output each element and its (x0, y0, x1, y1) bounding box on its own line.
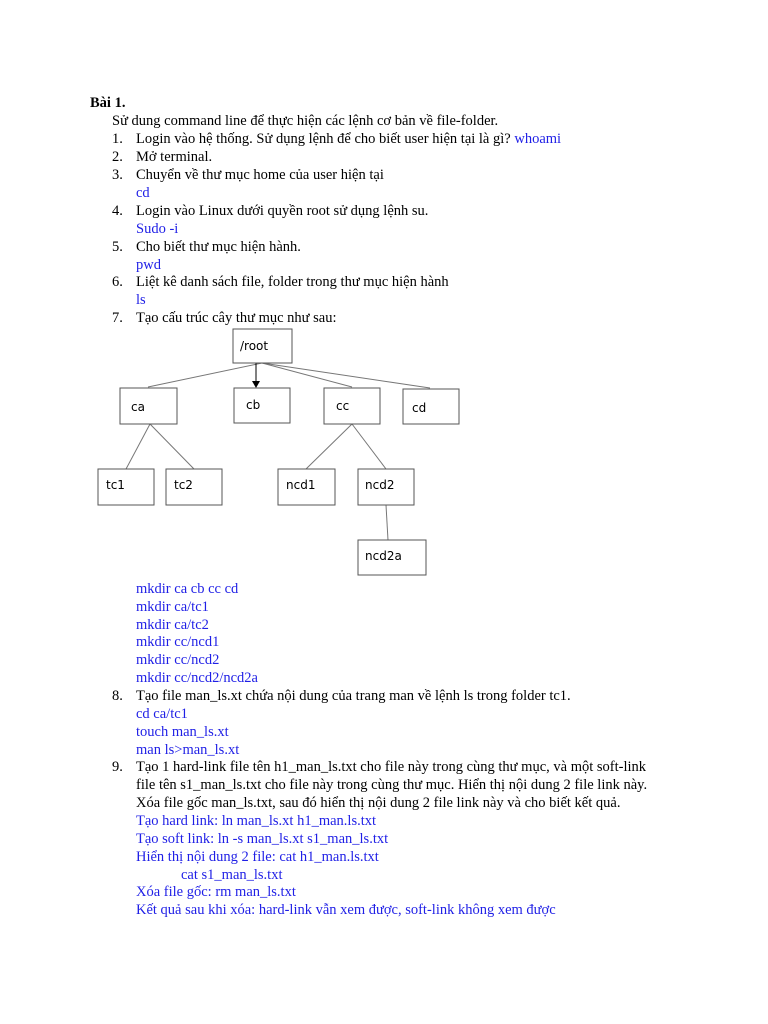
arrow-icon (252, 363, 260, 388)
command-text: cat s1_man_ls.txt (181, 867, 283, 883)
command-text: mkdir cc/ncd1 (136, 634, 220, 650)
tree-label-ncd1: ncd1 (286, 478, 316, 492)
command-text: pwd (136, 257, 161, 273)
list-number: 3. (112, 167, 123, 183)
tree-label-tc2: tc2 (174, 478, 193, 492)
list-number: 9. (112, 759, 123, 775)
step-text: Cho biết thư mục hiện hành. (136, 239, 301, 255)
step-text: file tên s1_man_ls.txt cho file này trong cùng thư mục. Hiển thị nội dung 2 file link này. (136, 777, 648, 793)
exercise-title: Bài 1. (90, 95, 126, 111)
command-text: mkdir cc/ncd2 (136, 652, 220, 668)
command-text: Hiển thị nội dung 2 file: cat h1_man.ls.txt (136, 849, 379, 865)
tree-label-cb: cb (246, 398, 261, 412)
command-text: mkdir ca/tc1 (136, 599, 209, 615)
command-text: whoami (514, 131, 562, 147)
step-text: Login vào Linux dưới quyền root sử dụng lệnh su. (136, 203, 429, 219)
intro-text: Sử dung command line để thực hiện các lệnh cơ bản về file-folder. (112, 113, 499, 129)
command-text: cd ca/tc1 (136, 706, 188, 722)
tree-label-root: /root (240, 339, 269, 353)
command-text: mkdir ca cb cc cd (136, 581, 239, 597)
tree-node-ca (120, 388, 177, 424)
list-number: 1. (112, 131, 123, 147)
step-text: Tạo 1 hard-link file tên h1_man_ls.txt cho file này trong cùng thư mục, và một soft-link (136, 759, 647, 775)
command-text: mkdir ca/tc2 (136, 617, 209, 633)
tree-label-ncd2a: ncd2a (365, 549, 402, 563)
list-number: 2. (112, 149, 123, 165)
command-text: Tạo hard link: ln man_ls.xt h1_man.ls.txt (136, 813, 377, 829)
list-number: 4. (112, 203, 123, 219)
command-text: man ls>man_ls.xt (136, 742, 240, 758)
step-text: Tạo cấu trúc cây thư mục như sau: (136, 310, 337, 326)
step-text: Liệt kê danh sách file, folder trong thư mục hiện hành (136, 274, 449, 290)
step-text: Xóa file gốc man_ls.txt, sau đó hiển thị nội dung 2 file link này và cho biết kết quả. (136, 795, 621, 811)
tree-node-cc (324, 388, 380, 424)
step-text: Chuyển về thư mục home của user hiện tại (136, 167, 384, 183)
command-text: Sudo -i (136, 221, 179, 237)
tree-label-ncd2: ncd2 (365, 478, 395, 492)
list-number: 8. (112, 688, 123, 704)
command-text: touch man_ls.xt (136, 724, 229, 740)
tree-label-cd: cd (412, 401, 427, 415)
command-text: cd (136, 185, 150, 201)
step-text: Tạo file man_ls.xt chứa nội dung của trang man về lệnh ls trong folder tc1. (136, 688, 571, 704)
command-text: mkdir cc/ncd2/ncd2a (136, 670, 258, 686)
step-text: Mở terminal. (136, 149, 213, 165)
command-text: ls (136, 292, 146, 308)
tree-label-ca: ca (131, 400, 145, 414)
tree-label-cc: cc (336, 399, 350, 413)
list-number: 6. (112, 274, 123, 290)
command-text: Tạo soft link: ln -s man_ls.xt s1_man_ls.txt (136, 831, 389, 847)
tree-label-tc1: tc1 (106, 478, 125, 492)
command-text: Kết quả sau khi xóa: hard-link vẫn xem được, soft-link không xem được (136, 902, 556, 918)
list-number: 5. (112, 239, 123, 255)
list-number: 7. (112, 310, 123, 326)
tree-node-cb (234, 388, 290, 423)
step-text: Login vào hệ thống. Sử dụng lệnh để cho biết user hiện tại là gì? whoami (136, 131, 562, 147)
command-text: Xóa file gốc: rm man_ls.txt (136, 884, 296, 900)
